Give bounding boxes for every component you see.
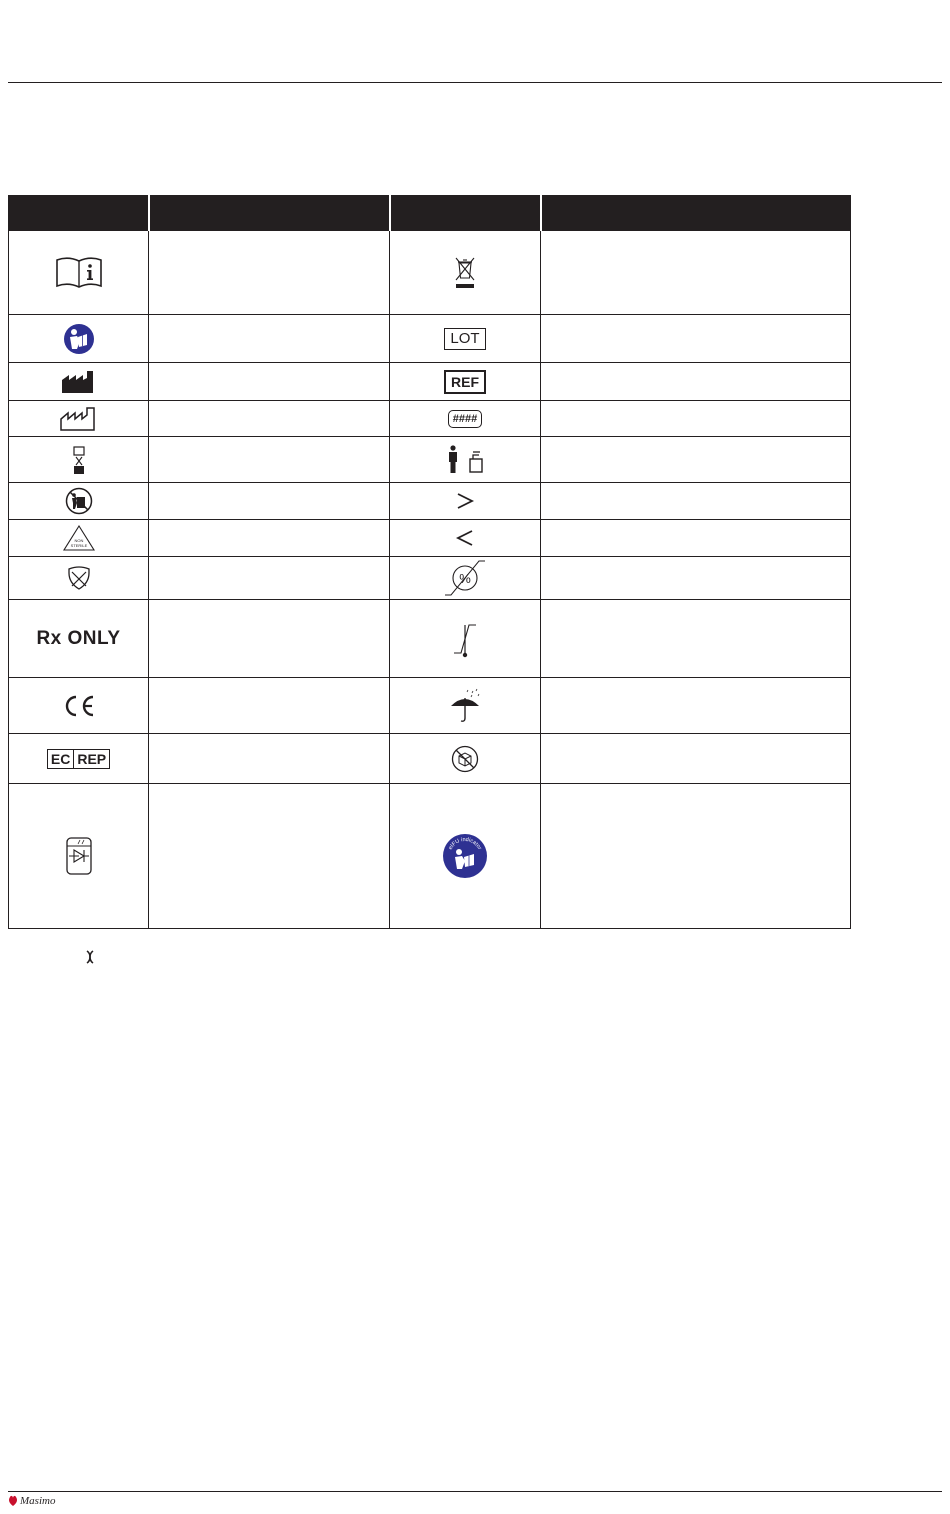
do-not-discard-icon <box>65 487 93 515</box>
temperature-limitation-icon <box>452 619 478 659</box>
symbol-cell <box>390 600 541 678</box>
symbol-cell <box>390 437 541 483</box>
symbol-cell <box>390 401 541 437</box>
patient-weight-icon <box>444 445 486 475</box>
description-cell <box>149 315 390 363</box>
greater-than-icon <box>455 491 475 511</box>
bottom-rule <box>8 1491 942 1492</box>
symbol-cell <box>390 231 541 315</box>
table-header-row <box>9 196 851 231</box>
table-row <box>9 363 851 401</box>
description-cell <box>149 483 390 520</box>
table-row <box>9 315 851 363</box>
description-cell <box>149 363 390 401</box>
symbol-cell <box>390 678 541 734</box>
table-row <box>9 520 851 557</box>
rep-label: REP <box>73 750 109 768</box>
symbol-cell <box>9 363 149 401</box>
light-emitting-diode-icon <box>65 836 93 876</box>
table-row <box>9 231 851 315</box>
svg-text:STERILE: STERILE <box>70 543 87 548</box>
symbol-cell <box>390 520 541 557</box>
symbol-cell <box>9 231 149 315</box>
symbol-cell <box>9 315 149 363</box>
model-number-icon: #### <box>448 410 482 428</box>
description-cell <box>149 437 390 483</box>
symbol-cell <box>9 734 149 784</box>
description-cell <box>149 231 390 315</box>
manufacturer-icon <box>61 370 97 394</box>
header-symbol-2 <box>390 196 541 231</box>
masimo-logo-icon <box>8 1495 18 1507</box>
description-cell <box>541 315 851 363</box>
description-cell <box>149 401 390 437</box>
symbol-cell <box>390 363 541 401</box>
instructions-for-use-icon <box>55 256 103 290</box>
not-made-with-latex-icon <box>67 565 91 591</box>
description-cell <box>149 520 390 557</box>
symbols-table <box>8 195 851 929</box>
do-not-use-if-damaged-icon <box>451 745 479 773</box>
description-cell <box>541 401 851 437</box>
table-row <box>9 483 851 520</box>
svg-text:NON: NON <box>74 538 83 543</box>
symbol-cell <box>390 784 541 929</box>
description-cell <box>541 784 851 929</box>
symbol-cell <box>390 483 541 520</box>
description-cell <box>149 557 390 600</box>
description-cell <box>541 557 851 600</box>
symbol-cell <box>390 557 541 600</box>
header-description-1 <box>149 196 390 231</box>
symbol-cell <box>9 437 149 483</box>
humidity-limitation-icon <box>443 559 487 597</box>
symbol-cell <box>390 734 541 784</box>
efu-indicator-icon <box>442 833 488 879</box>
use-by-date-icon <box>71 445 87 475</box>
follow-instructions-icon <box>63 323 95 355</box>
table-row <box>9 557 851 600</box>
description-cell <box>149 784 390 929</box>
keep-dry-icon <box>447 688 483 724</box>
less-than-icon <box>455 528 475 548</box>
weee-disposal-icon <box>453 256 477 290</box>
ec-label: EC <box>50 750 71 767</box>
ce-mark <box>62 695 96 717</box>
svg-text:eIFU indicator: eIFU indicator <box>447 836 483 851</box>
description-cell <box>541 231 851 315</box>
table-row <box>9 734 851 784</box>
description-cell <box>541 734 851 784</box>
table-row <box>9 678 851 734</box>
symbol-cell <box>9 784 149 929</box>
description-cell <box>541 600 851 678</box>
top-rule <box>8 82 942 83</box>
masimo-logo <box>8 1495 55 1507</box>
table-row <box>9 784 851 929</box>
symbol-cell <box>9 600 149 678</box>
masimo-mark-icon <box>84 950 96 964</box>
lot-code-icon: LOT <box>444 328 485 350</box>
description-cell <box>149 734 390 784</box>
description-cell <box>149 678 390 734</box>
description-cell <box>149 600 390 678</box>
ec-rep-icon <box>47 749 110 769</box>
header-symbol-1 <box>9 196 149 231</box>
header-description-2 <box>541 196 851 231</box>
description-cell <box>541 678 851 734</box>
table-row <box>9 600 851 678</box>
symbol-cell <box>9 557 149 600</box>
symbol-cell <box>9 678 149 734</box>
symbol-cell <box>390 315 541 363</box>
svg-text:%: % <box>459 571 471 586</box>
description-cell <box>541 363 851 401</box>
symbol-cell <box>9 401 149 437</box>
catalog-number-icon: REF <box>444 370 486 394</box>
description-cell <box>541 520 851 557</box>
rx-only-mark: Rx ONLY <box>36 627 121 649</box>
symbol-cell <box>9 483 149 520</box>
date-of-manufacture-icon <box>60 407 98 431</box>
table-row <box>9 437 851 483</box>
description-cell <box>541 483 851 520</box>
masimo-logo-word: Masimo <box>20 1495 56 1507</box>
symbol-cell <box>9 520 149 557</box>
non-sterile-icon <box>63 525 95 551</box>
description-cell <box>541 437 851 483</box>
table-row <box>9 401 851 437</box>
